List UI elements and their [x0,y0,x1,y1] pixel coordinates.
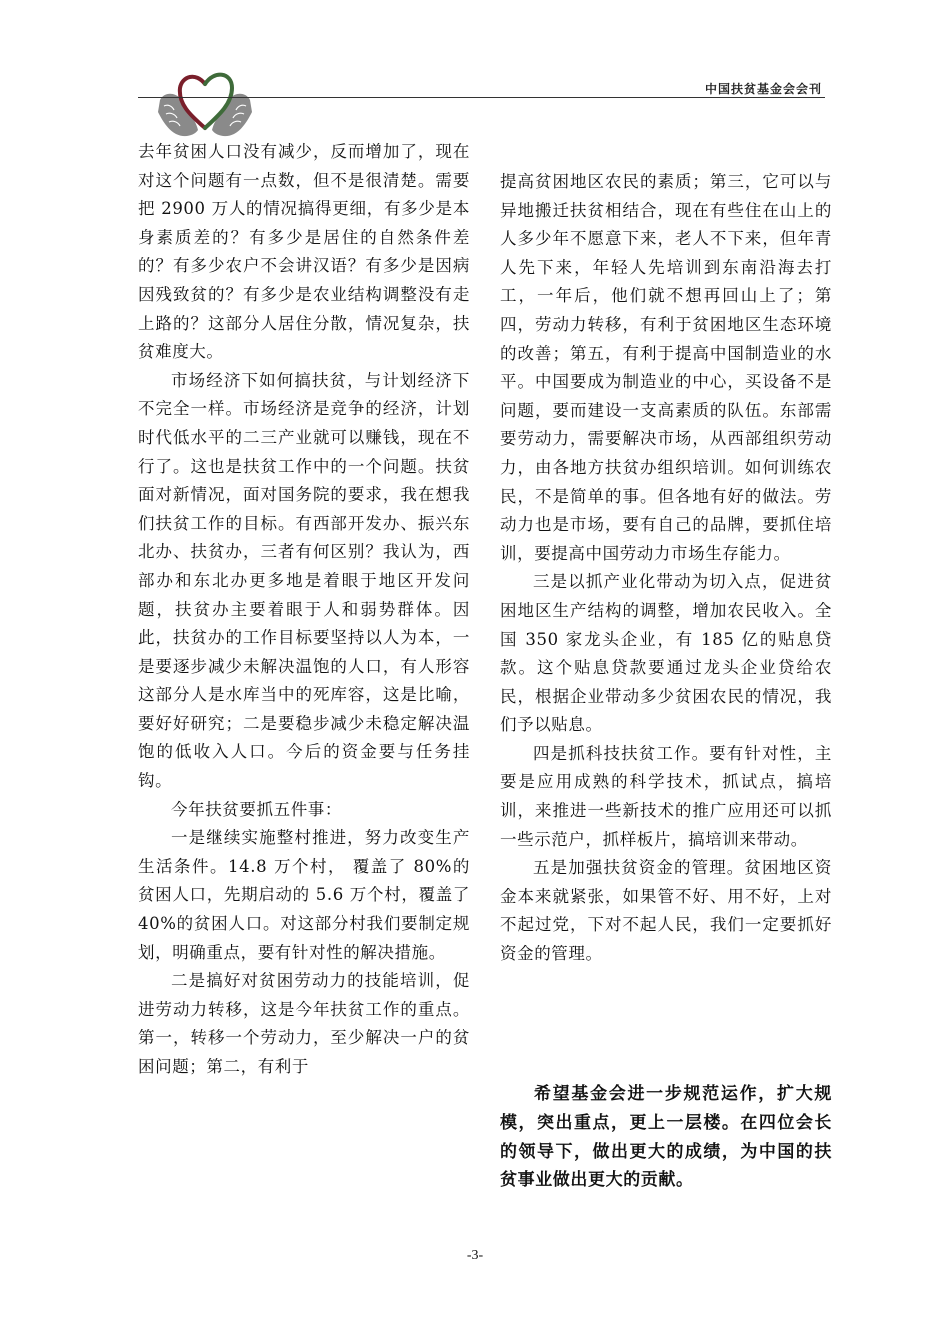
header-divider [138,97,825,98]
paragraph: 市场经济下如何搞扶贫，与计划经济下不完全一样。市场经济是竞争的经济，计划时代低水平的二三产业就可以赚钱，现在不行了。这也是扶贫工作中的一个问题。扶贫面对新情况，面对国务院的要求，我在想我们扶贫工作的目标。有西部开发办、振兴东北办、扶贫办，三者有何区别？我认为，西部办和东北办更多地是着眼于地区开发问题，扶贫办主要着眼于人和弱势群体。因此，扶贫办的工作目标要坚持以人为本，一是要逐步减少未解决温饱的人口，有人形容这部分人是水库当中的死库容，这是比喻，要好好研究；二是要稳步减少未稳定解决温饱的低收入人口。今后的资金要与任务挂钩。 [138,370,470,791]
paragraph: 五是加强扶贫资金的管理。贫困地区资金本来就紧张，如果管不好、用不好，上对不起过党，下对不起人民，我们一定要抓好资金的管理。 [500,858,832,964]
paragraph: 二是搞好对贫困劳动力的技能培训，促进劳动力转移，这是今年扶贫工作的重点。第一，转移一个劳动力，至少解决一户的贫困问题；第二，有利于 [138,971,470,1076]
closing-statement: 希望基金会进一步规范运作，扩大规模，突出重点，更上一层楼。在四位会长的领导下，做出更大的成绩，为中国的扶贫事业做出更大的贡献。 [500,1084,832,1191]
paragraph: 去年贫困人口没有减少，反而增加了，现在对这个问题有一点数，但不是很清楚。需要把 2900 万人的情况搞得更细，有多少是本身素质差的？有多少是居住的自然条件差的？有多少农户不会讲汉语？有多少是因病因残致贫的？有多少是农业结构调整没有走上路的？这部分人居住分散，情况复杂，扶贫难度大。 [138,142,470,362]
page-number: -3- [466,1248,484,1263]
paragraph: 四是抓科技扶贫工作。要有针对性，主要是应用成熟的科学技术，抓试点，搞培训，来推进一些新技术的推广应用还可以抓一些示范户，抓样板片，搞培训来带动。 [500,743,832,849]
right-column [500,168,832,969]
journal-title: 中国扶贫基金会会刊 [704,82,822,96]
left-column [138,138,470,1082]
paragraph: 一是继续实施整村推进，努力改变生产生活条件。14.8 万个村， 覆盖了 80%的贫困人口，先期启动的 5.6 万个村，覆盖了 40%的贫困人口。对这部分村我们要制定规划，明确重点，要有针对性的解决措施。 [138,828,470,962]
paragraph: 三是以抓产业化带动为切入点，促进贫困地区生产结构的调整，增加农民收入。全国 350 家龙头企业，有 185 亿的贴息贷款。这个贴息贷款要通过龙头企业贷给农民，根据企业带动多少贫困农民的情况，我们予以贴息。 [500,572,832,735]
heart-hands-logo-icon [154,62,256,144]
paragraph: 今年扶贫要抓五件事： [171,799,342,819]
paragraph: 提高贫困地区农民的素质；第三，它可以与异地搬迁扶贫相结合，现在有些住在山上的人多少年不愿意下来，老人不下来，但年青人先下来，年轻人先培训到东南沿海去打工，一年后，他们就不想再回山上了；第四，劳动力转移，有利于贫困地区生态环境的改善；第五，有利于提高中国制造业的水平。中国要成为制造业的中心，买设备不是问题，要而建设一支高素质的队伍。东部需要劳动力，需要解决市场，从西部组织劳动力，由各地方扶贫办组织培训。如何训练农民，不是简单的事。但各地有好的做法。劳动力也是市场，要有自己的品牌，要抓住培训，要提高中国劳动力市场生存能力。 [500,172,832,563]
